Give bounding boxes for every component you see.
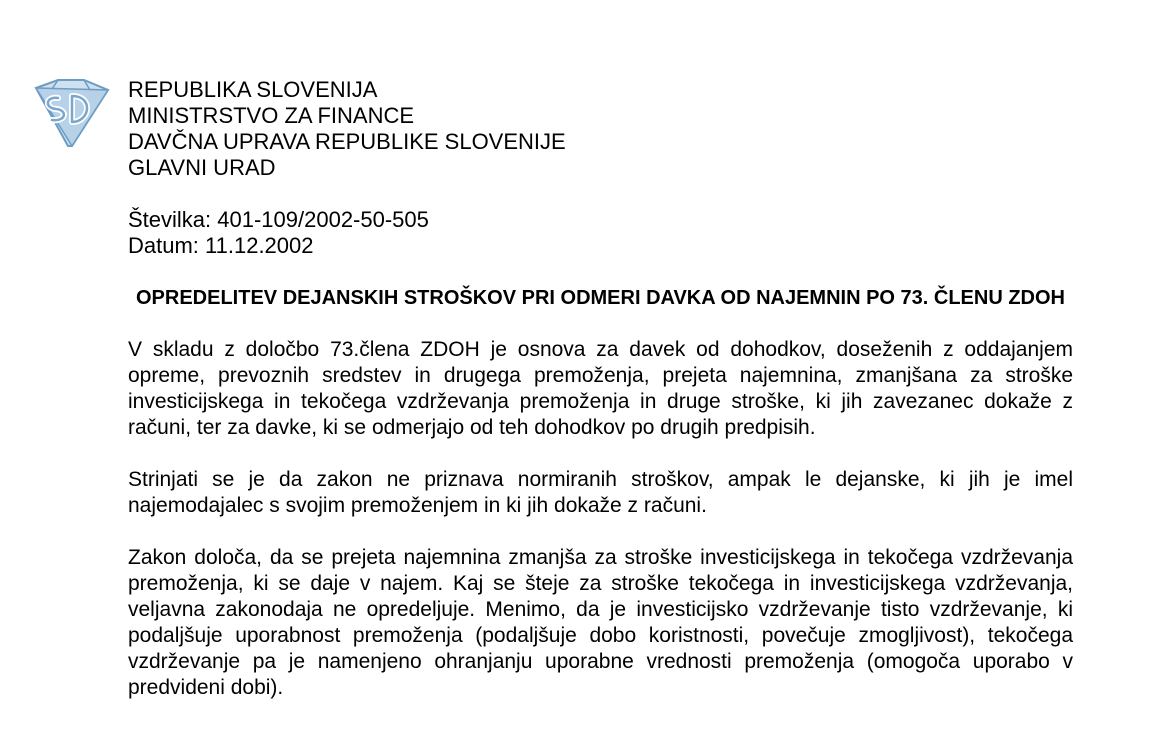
reference-date: Datum: 11.12.2002: [128, 233, 314, 258]
document-reference: [128, 207, 1073, 259]
letterhead-line-republic: REPUBLIKA SLOVENIJA: [128, 77, 378, 102]
letterhead: [128, 77, 1073, 181]
document-body: [128, 77, 1073, 701]
paragraph-2: Strinjati se je da zakon ne priznava normiranih stroškov, ampak le dejanske, ki jih je imel najemodajalec s svojim premoženjem in ki jih dokaže z računi.: [128, 468, 1073, 517]
letterhead-line-tax-administration: DAVČNA UPRAVA REPUBLIKE SLOVENIJE: [128, 129, 566, 154]
paragraph-1: V skladu z določbo 73.člena ZDOH je osnova za davek od dohodkov, doseženih z oddajanjem opreme, prevoznih sredstev in drugega premoženja, prejeta najemnina, zmanjšana za stroške investicijskega in tekočega vzdrževanja premoženja in druge stroške, ki jih zavezanec dokaže z računi, ter za davke, ki se odmerjajo od teh dohodkov po drugih predpisih.: [128, 338, 1073, 439]
letterhead-line-office: GLAVNI URAD: [128, 155, 276, 180]
letterhead-line-ministry: MINISTRSTVO ZA FINANCE: [128, 103, 415, 128]
tax-administration-logo: [28, 78, 112, 150]
document-title: OPREDELITEV DEJANSKIH STROŠKOV PRI ODMERI DAVKA OD NAJEMNIN PO 73. ČLENU ZDOH: [136, 287, 1065, 309]
paragraph-3: Zakon določa, da se prejeta najemnina zmanjša za stroške investicijskega in tekočega vzdrževanja premoženja, ki se daje v najem. Kaj se šteje za stroške tekočega in investicijskega vzdrževanja, veljavna zakonodaja ne opredeljuje. Menimo, da je investicijsko vzdrževanje tisto vzdrževanje, ki podaljšuje uporabnost premoženja (podaljšuje dobo koristnosti, povečuje zmogljivost), tekočega vzdrževanje pa je namenjeno ohranjanju uporabne vrednosti premoženja (omogoča uporabo v predvideni dobi).: [128, 546, 1073, 699]
reference-number: Številka: 401-109/2002-50-505: [128, 207, 429, 232]
